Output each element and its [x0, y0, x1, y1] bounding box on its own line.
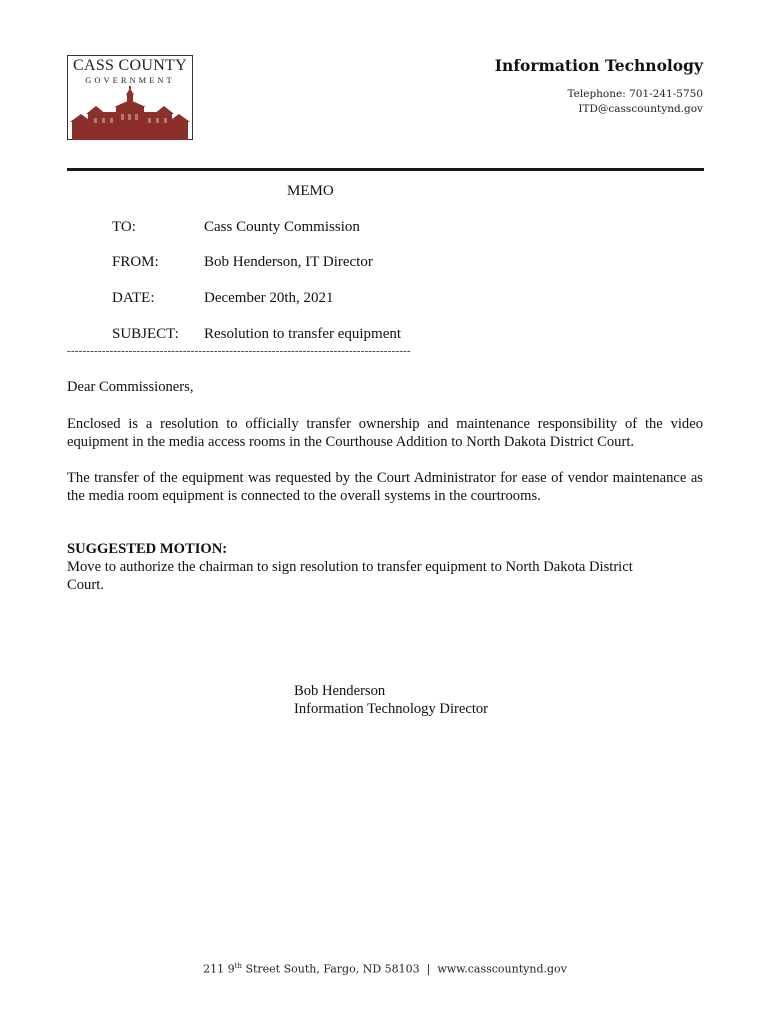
signature-title: Information Technology Director	[294, 701, 489, 717]
footer-address-sup: th	[234, 962, 242, 970]
logo-subtitle: GOVERNMENT	[85, 75, 175, 85]
courthouse-icon	[68, 86, 192, 140]
motion-text: Move to authorize the chairman to sign resolution to transfer equipment to North Dakota District Court.	[67, 559, 633, 593]
footer	[0, 962, 770, 976]
footer-address-number: 211 9	[203, 962, 235, 976]
date-value: December 20th, 2021	[204, 290, 334, 306]
paragraph-1: Enclosed is a resolution to officially transfer ownership and maintenance responsibility of the video equipment in the media access rooms in the Courthouse Addition to North Dakota District Court.	[67, 416, 703, 450]
cass-county-logo	[67, 55, 193, 140]
department-name: Information Technology	[494, 56, 703, 75]
subject-value: Resolution to transfer equipment	[204, 326, 402, 342]
logo-title: CASS COUNTY	[73, 57, 187, 74]
email: ITD@casscountynd.gov	[578, 103, 703, 115]
contact-block	[567, 87, 703, 117]
suggested-motion	[67, 540, 667, 594]
footer-address-rest: Street South, Fargo, ND 58103 | www.casscountynd.gov	[241, 962, 567, 976]
salutation: Dear Commissioners,	[67, 379, 194, 395]
to-value: Cass County Commission	[204, 219, 360, 235]
signature-block	[294, 682, 488, 718]
memo-divider: -----------------------------------------------------------------------------------------	[67, 345, 411, 357]
header-divider	[67, 168, 704, 171]
date-label: DATE:	[112, 290, 155, 306]
signature-name: Bob Henderson	[294, 683, 386, 699]
from-label: FROM:	[112, 254, 159, 270]
subject-label: SUBJECT:	[112, 326, 179, 342]
to-label: TO:	[112, 219, 136, 235]
from-value: Bob Henderson, IT Director	[204, 254, 373, 270]
memo-title: MEMO	[287, 183, 334, 199]
paragraph-2: The transfer of the equipment was requested by the Court Administrator for ease of vendor maintenance as the media room equipment is connected to the overall systems in the courtrooms.	[67, 470, 703, 504]
telephone: Telephone: 701-241-5750	[567, 88, 703, 100]
motion-heading: SUGGESTED MOTION:	[67, 541, 228, 557]
